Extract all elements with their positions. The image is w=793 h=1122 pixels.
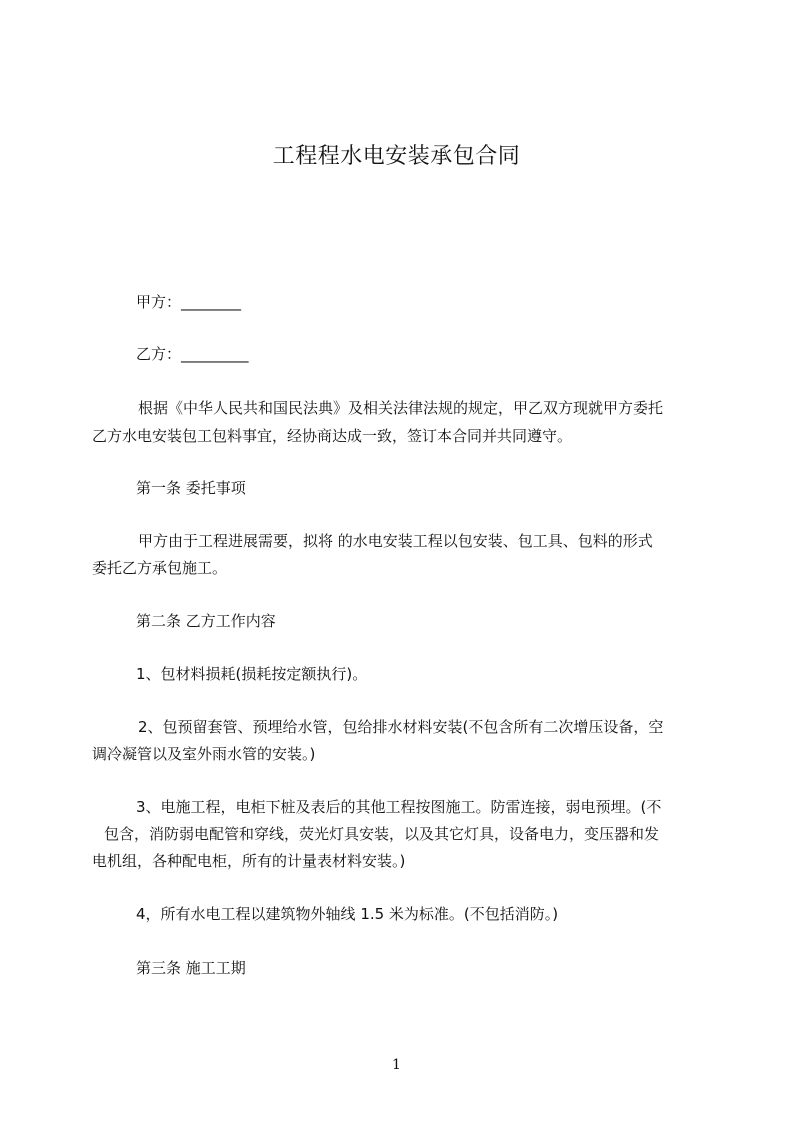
article1-body-line-2: 委托乙方承包施工。 bbox=[92, 559, 228, 577]
contract-title: 工程程水电安装承包合同 bbox=[272, 144, 521, 169]
article1-heading: 第一条 委托事项 bbox=[136, 479, 246, 497]
party-b-line: 乙方：_________ bbox=[136, 345, 249, 363]
article2-item4-line-1: 4，所有水电工程以建筑物外轴线 1.5 米为标准。(不包括消防。) bbox=[136, 905, 559, 923]
article2-item2-line-2: 调冷凝管以及室外雨水管的安装。) bbox=[92, 745, 316, 763]
article2-item1-line-1: 1、包材料损耗(损耗按定额执行)。 bbox=[136, 665, 368, 683]
preamble-line-2: 乙方水电安装包工包料事宜，经协商达成一致，签订本合同并共同遵守。 bbox=[92, 427, 573, 445]
article2-item2-line-1: 2、包预留套管、预埋给水管，包给排水材料安装(不包含所有二次增压设备，空 bbox=[138, 718, 664, 736]
article2-item3-line-2: 包含，消防弱电配管和穿线，荧光灯具安装，以及其它灯具，设备电力，变压器和发 bbox=[104, 825, 660, 843]
party-a-line: 甲方：________ bbox=[136, 293, 242, 311]
preamble-line-1: 根据《中华人民共和国民法典》及相关法律法规的规定，甲乙双方现就甲方委托 bbox=[138, 399, 664, 417]
article1-body-line-1: 甲方由于工程进展需要，拟将 的水电安装工程以包安装、包工具、包料的形式 bbox=[138, 532, 653, 550]
article2-heading: 第二条 乙方工作内容 bbox=[136, 612, 276, 630]
article3-heading: 第三条 施工工期 bbox=[136, 959, 246, 977]
article2-item3-line-3: 电机组，各种配电柜，所有的计量表材料安装。) bbox=[92, 852, 406, 870]
article2-item3-line-1: 3、电施工程，电柜下桩及表后的其他工程按图施工。防雷连接，弱电预埋。(不 bbox=[136, 798, 662, 816]
page-number: 1 bbox=[392, 1057, 401, 1073]
